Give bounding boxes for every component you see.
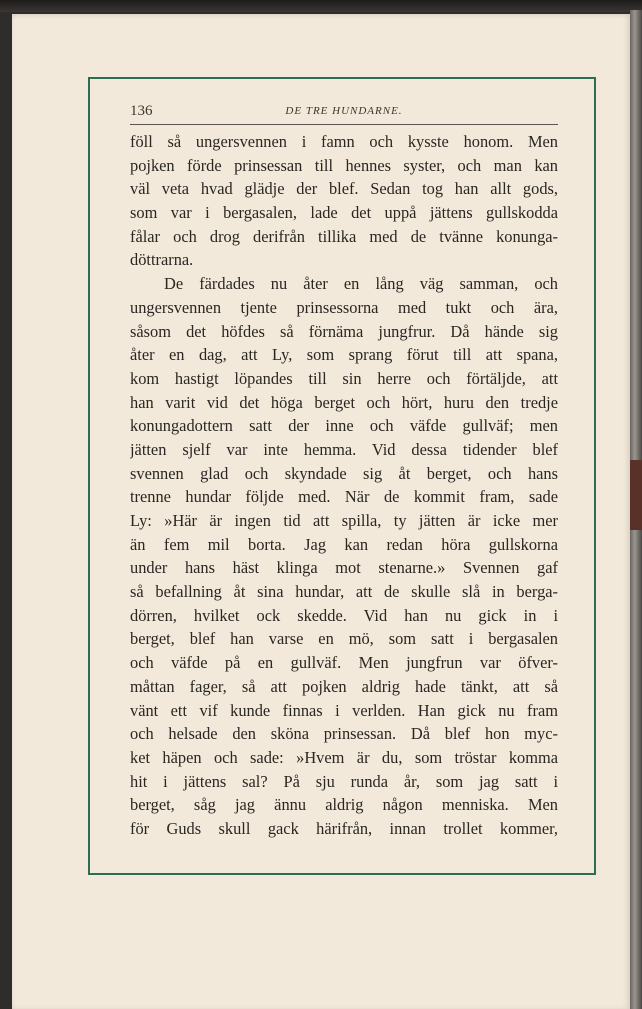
text-line: för Guds skull gack härifrån, innan trollet kommer, — [130, 818, 558, 838]
text-line: väl veta hvad glädje der blef. Sedan tog han allt gods, — [130, 179, 558, 199]
running-title: DE TRE HUNDARNE. — [285, 105, 403, 117]
text-line: ungersvennen tjente prinsessorna med tukt och ära, — [130, 297, 558, 317]
text-line: berget, blef han varse en mö, som satt i bergasalen — [130, 629, 558, 649]
text-line: måttan fager, så att pojken aldrig hade tänkt, att så — [130, 676, 558, 696]
text-line: konungadottern satt der inne och väfde gullväf; men — [130, 416, 558, 436]
text-line: och helsade den sköna prinsessan. Då blef hon myc- — [130, 724, 558, 744]
text-line: trenne hundar följde med. När de kommit fram, sade — [130, 487, 558, 507]
text-line: kom hastigt löpandes till sin herre och förtäljde, att — [130, 368, 558, 388]
text-line: och väfde på en gullväf. Men jungfrun var öfver- — [130, 653, 558, 673]
text-line: pojken förde prinsessan till hennes syster, och man kan — [130, 155, 558, 175]
body-text — [130, 130, 558, 841]
text-line: Ly: »Här är ingen tid att spilla, ty jätten är icke mer — [130, 511, 558, 530]
text-line: döttrarna. — [130, 250, 194, 270]
text-line: jätten sjelf var inte hemma. Vid dessa tidender blef — [130, 439, 558, 459]
text-line: fålar och drog derifrån tillika med de tvänne konunga- — [130, 226, 558, 246]
text-line: åter en dag, att Ly, som sprang förut till att spana, — [130, 345, 558, 365]
text-line: än fem mil borta. Jag kan redan höra gullskorna — [130, 534, 558, 554]
text-line: föll så ungersvennen i famn och kysste honom. Men — [130, 132, 558, 151]
page-marker-tab — [630, 460, 642, 530]
text-line: han varit vid det höga berget och hört, huru den tredje — [130, 392, 558, 412]
text-line: berget, såg jag ännu aldrig någon menniska. Men — [130, 795, 558, 815]
text-line: ket häpen och sade: »Hvem är du, som tröstar komma — [130, 747, 558, 767]
page-header — [130, 100, 558, 124]
scan-background-top — [0, 0, 642, 12]
text-line: De färdades nu åter en lång väg samman, och — [164, 274, 558, 294]
text-line: dörren, hvilket ock skedde. Vid han nu gick in i — [130, 605, 558, 625]
page-number: 136 — [130, 103, 153, 119]
text-line: under hans häst klinga mot stenarne.» Svennen gaf — [130, 558, 558, 578]
text-line: såsom det höfdes så förnäma jungfrur. Då hände sig — [130, 321, 558, 341]
text-line: vänt ett vif kunde finnas i verlden. Han gick nu fram — [130, 700, 558, 720]
text-line: så befallning åt sina hundar, att de skulle slå in berga- — [130, 582, 558, 602]
text-line: som var i bergasalen, lade det uppå jättens gullskodda — [130, 203, 558, 223]
text-line: hit i jättens sal? På sju runda år, som jag satt i — [130, 771, 558, 791]
text-line: svennen glad och skyndade sig åt berget, och hans — [130, 463, 558, 483]
header-rule — [130, 124, 558, 125]
